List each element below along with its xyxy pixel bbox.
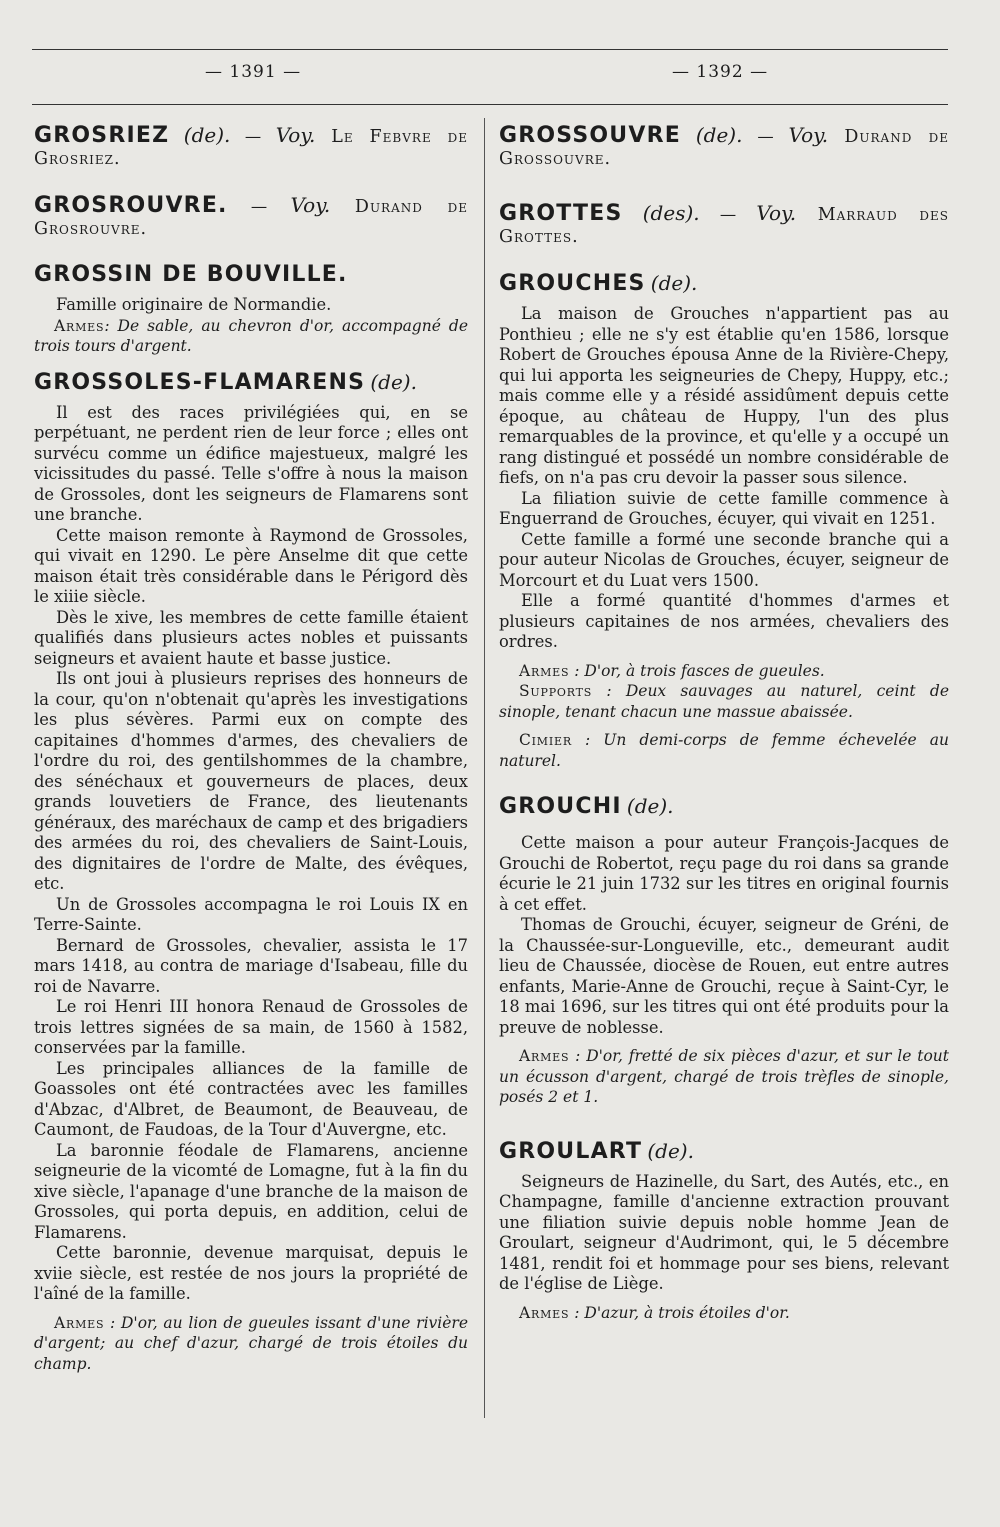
paragraph: Ils ont joui à plusieurs reprises des honneurs de la cour, qu'on n'obtenait qu'après les investigations les plus sévères. Parmi eux on compte des capitaines d'hommes d'armes, des chevaliers de l'ordre du roi, des gentilshommes de la chambre, des sénéchaux et gouverneurs de places, deux grands louvetiers de France, des lieutenants généraux, des maréchaux de camp et des brigadiers des armées du roi, des chevaliers de Saint-Louis, des dignitaires de l'ordre de Malte, des évêques, etc. xyxy=(34,669,468,893)
page-number-left: — 1391 — xyxy=(205,62,302,82)
entry-title: GROUCHI xyxy=(499,794,622,819)
paragraph: Bernard de Grossoles, chevalier, assista le 17 mars 1418, au contra de mariage d'Isabeau, fille du roi de Navarre. xyxy=(34,935,468,996)
header-rule xyxy=(32,104,948,105)
armes-line: Armes : D'azur, à trois étoiles d'or. xyxy=(519,1303,790,1322)
entry-grouches: GROUCHES (de). xyxy=(499,271,698,296)
entry-title: GROSSOUVRE xyxy=(499,123,681,148)
entry-title: GROSRIEZ xyxy=(34,123,170,148)
entry-title: GROUCHES xyxy=(499,271,646,296)
paragraph: La baronnie féodale de Flamarens, ancienne seigneurie de la vicomté de Lomagne, fut à la fin du xive siècle, l'apanage d'une branche de la maison de Grossoles, qui porta depuis, en addition, celui de Flamarens. xyxy=(34,1140,468,1242)
entry-grottes: GROTTES (des). — Voy. Marraud des Grottes. xyxy=(499,201,949,247)
paragraph: La filiation suivie de cette famille commence à Enguerrand de Grouches, écuyer, qui vivait en 1251. xyxy=(499,488,949,528)
entry-title: GROULART xyxy=(499,1138,643,1164)
cross-reference: Le Febvre de Grosriez. xyxy=(34,127,468,169)
entry-title: GROTTES xyxy=(499,201,623,226)
entry-grosrouvre: GROSROUVRE. — Voy. Durand de Grosrouvre. xyxy=(34,193,468,239)
paragraph: La maison de Grouches n'appartient pas au Ponthieu ; elle ne s'y est établie qu'en 1586, lorsque Robert de Grouches épousa Anne de la Rivière-Chepy, qui lui apporta les seigneuries de Chepy, Huppy, etc.; mais comme elle y a résidé assidûment depuis cette époque, au château de Huppy, l'un des plus remarquables de la province, et qu'elle y a occupé un rang distingué et possédé un nombre considérable de fiefs, on n'a pas cru devoir la passer sous silence. xyxy=(499,304,949,487)
paragraph: Un de Grossoles accompagna le roi Louis IX en Terre-Sainte. xyxy=(34,894,468,934)
armes-line: Armes : D'or, au lion de gueules issant d'une rivière d'argent; au chef d'azur, chargé de trois étoiles du champ. xyxy=(34,1313,468,1373)
paragraph: Dès le xive, les membres de cette famille étaient qualifiés dans plusieurs actes nobles et puissants seigneurs et avaient haute et basse justice. xyxy=(34,607,468,668)
paragraph: Cette famille a formé une seconde branche qui a pour auteur Nicolas de Grouches, écuyer, seigneur de Morcourt et du Luat vers 1500. xyxy=(499,529,949,590)
cimier-line: Cimier : Un demi-corps de femme échevelée au naturel. xyxy=(499,731,949,770)
column-divider xyxy=(484,118,485,1418)
paragraph: Cette maison remonte à Raymond de Grossoles, qui vivait en 1290. Le père Anselme dit que cette maison était très considérable dans le Périgord dès le xiiie siècle. xyxy=(34,525,468,606)
left-column xyxy=(34,124,468,1374)
paragraph: Le roi Henri III honora Renaud de Grossoles de trois lettres signées de sa main, de 1560 à 1582, conservées par la famille. xyxy=(34,997,468,1057)
supports-line: Supports : Deux sauvages au naturel, ceint de sinople, tenant chacun une massue abaissée. xyxy=(499,682,949,721)
entry-grossouvre: GROSSOUVRE (de). — Voy. Durand de Grossouvre. xyxy=(499,123,949,169)
entry-grossoles: GROSSOLES-FLAMARENS (de). xyxy=(34,369,417,395)
page-number-right: — 1392 — xyxy=(672,62,769,82)
entry-title: GROSSOLES-FLAMARENS xyxy=(34,369,366,395)
entry-title: GROSSIN DE BOUVILLE. xyxy=(34,262,348,287)
armes-line: Armes : D'or, à trois fasces de gueules. xyxy=(519,661,825,680)
entry-title: GROSROUVRE. xyxy=(34,193,228,218)
paragraph: Seigneurs de Hazinelle, du Sart, des Autés, etc., en Champagne, famille d'ancienne extraction prouvant une filiation suivie depuis noble homme Jean de Groulart, seigneur d'Audrimont, qui, le 5 décembre 1481, rendit foi et hommage pour ses biens, relevant de l'église de Liège. xyxy=(499,1171,949,1293)
paragraph: Elle a formé quantité d'hommes d'armes et plusieurs capitaines de nos armées, chevaliers des ordres. xyxy=(499,591,949,651)
cross-reference: Durand de Grossouvre. xyxy=(499,127,949,169)
armes-line: Armes: De sable, au chevron d'or, accompagné de trois tours d'argent. xyxy=(34,316,468,355)
paragraph: Famille originaire de Normandie. xyxy=(56,295,332,314)
entry-grossin xyxy=(34,264,468,287)
cross-reference: Marraud des Grottes. xyxy=(499,205,949,247)
entry-grouchi: GROUCHI (de). xyxy=(499,794,674,819)
paragraph: Les principales alliances de la famille de Goassoles ont été contractées avec les familles d'Abzac, d'Albret, de Beaumont, de Beauveau, de Caumont, de Faudoas, de la Tour d'Auvergne, etc. xyxy=(34,1058,468,1139)
armes-line: Armes : D'or, fretté de six pièces d'azur, et sur le tout un écusson d'argent, chargé de trois trèfles de sinople, posés 2 et 1. xyxy=(499,1047,949,1106)
paragraph: Thomas de Grouchi, écuyer, seigneur de Gréni, de la Chaussée-sur-Longueville, etc., demeurant audit lieu de Chaussée, diocèse de Rouen, eut entre autres enfants, Marie-Anne de Grouchi, reçue à Saint-Cyr, le 18 mai 1696, sur les titres qui ont été produits pour la preuve de noblesse. xyxy=(499,915,949,1037)
paragraph: Cette maison a pour auteur François-Jacques de Grouchi de Robertot, reçu page du roi dans sa grande écurie le 21 juin 1732 sur les titres en original fournis à cet effet. xyxy=(499,833,949,914)
entry-groulart: GROULART (de). xyxy=(499,1138,694,1164)
paragraph: Il est des races privilégiées qui, en se perpétuant, ne perdent rien de leur force ; elles ont survécu comme un édifice majestueux, malgré les vicissitudes du passé. Telle s'offre à nous la maison de Grossoles, dont les seigneurs de Flamarens sont une branche. xyxy=(34,402,468,524)
entry-grosriez: GROSRIEZ (de). — Voy. Le Febvre de Grosriez. xyxy=(34,123,468,169)
cross-reference: Durand de Grosrouvre. xyxy=(34,197,468,239)
paragraph: Cette baronnie, devenue marquisat, depuis le xviie siècle, est restée de nos jours la propriété de l'aîné de la famille. xyxy=(34,1243,468,1303)
top-rule xyxy=(32,49,948,50)
right-column xyxy=(499,124,949,1323)
